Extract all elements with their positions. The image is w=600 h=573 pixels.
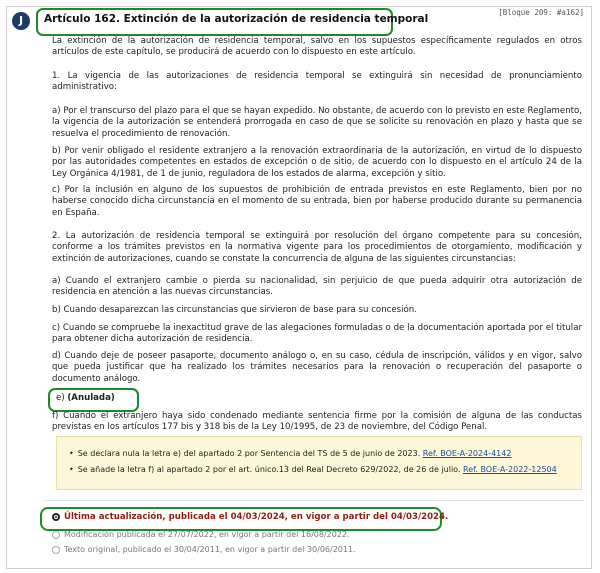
version-option-latest[interactable] — [52, 512, 448, 522]
divider — [44, 500, 584, 501]
version-label: Texto original, publicado el 30/04/2011, en vigor a partir del 30/06/2011. — [64, 545, 356, 554]
anulada-prefix: e) — [56, 393, 68, 403]
version-option-original[interactable] — [52, 545, 356, 554]
paragraph-2d: d) Cuando deje de poseer pasaporte, documento análogo o, en su caso, cédula de inscripción, válidos y en vigor, salvo que pueda justificar que ha realizado los trámites necesarios para la renovación o recuperación del pasaporte o documento análogo. — [52, 351, 582, 384]
paragraph-2e — [56, 393, 115, 403]
notes-box — [56, 436, 582, 490]
note-text: Se añade la letra f) al apartado 2 por el art. único.13 del Real Decreto 629/2022, de 26 de julio. — [77, 465, 463, 474]
anulada-label: (Anulada) — [67, 393, 115, 403]
paragraph-2: 2. La autorización de residencia temporal se extinguirá por resolución del órgano competente para su concesión, conforme a los trámites previstos en la normativa vigente para los procedimientos de otorgamiento, modificación y extinción de autorizaciones, cuando se constate la concurrencia de alguna de las siguientes circunstancias: — [52, 231, 582, 264]
note-link[interactable]: Ref. BOE-A-2022-12504 — [463, 465, 557, 474]
radio-selected-icon[interactable] — [52, 513, 60, 521]
bullet-icon: • — [69, 449, 74, 458]
paragraph-2a: a) Cuando el extranjero cambie o pierda su nacionalidad, sin perjuicio de que pueda adquirir otra autorización de residencia en atención a las nuevas circunstancias. — [52, 276, 582, 298]
radio-icon[interactable] — [52, 531, 60, 539]
paragraph-2f: f) Cuando el extranjero haya sido condenado mediante sentencia firme por la comisión de alguna de las conductas previstas en los artículos 177 bis y 318 bis de la Ley 10/1995, de 23 de noviembre, del Código Penal. — [52, 411, 582, 433]
paragraph-1: 1. La vigencia de las autorizaciones de residencia temporal se extinguirá sin necesidad de pronunciamiento administrativo: — [52, 71, 582, 93]
paragraph-2b: b) Cuando desaparezcan las circunstancias que sirvieron de base para su concesión. — [52, 305, 417, 315]
note-item — [69, 465, 574, 475]
note-item — [69, 449, 574, 459]
version-label: Modificación publicada el 27/07/2022, en vigor a partir del 16/08/2022. — [64, 530, 350, 539]
version-option-2022[interactable] — [52, 530, 350, 539]
paragraph-1c: c) Por la inclusión en alguno de los supuestos de prohibición de entrada previstos en este Reglamento, bien por no haberse conocido dicha circunstancia en el momento de su entrada, bien por haberse producido durante su permanencia en España. — [52, 185, 582, 218]
article-title: Artículo 162. Extinción de la autorización de residencia temporal — [44, 13, 429, 25]
note-link[interactable]: Ref. BOE-A-2024-4142 — [422, 449, 512, 458]
block-reference[interactable]: [Bloque 209: #a162] — [498, 8, 584, 17]
paragraph-1b: b) Por venir obligado el residente extranjero a la renovación extraordinaria de la autorización, en virtud de lo dispuesto por las autoridades competentes en estados de excepción o de sitio, de acuerdo con lo dispuesto en el artículo 24 de la Ley Orgánica 4/1981, de 1 de junio, reguladora de los estados de alarma, excepción y sitio. — [52, 146, 582, 179]
bullet-icon: • — [69, 465, 74, 474]
intro-paragraph: La extinción de la autorización de residencia temporal, salvo en los supuestos específicamente regulados en otros artículos de este capítulo, se producirá de acuerdo con lo dispuesto en este artículo. — [52, 36, 582, 58]
section-badge: J — [12, 12, 30, 30]
radio-icon[interactable] — [52, 546, 60, 554]
paragraph-2c: c) Cuando se compruebe la inexactitud grave de las alegaciones formuladas o de la documentación aportada por el titular para obtener dicha autorización de residencia. — [52, 323, 582, 345]
version-label: Última actualización, publicada el 04/03/2024, en vigor a partir del 04/03/2024. — [64, 512, 449, 522]
paragraph-1a: a) Por el transcurso del plazo para el que se hayan expedido. No obstante, de acuerdo con lo previsto en este Reglamento, la vigencia de la autorización se entenderá prorrogada en caso de que se solicite su renovación en plazo y hasta que se resuelva el procedimiento de renovación. — [52, 106, 582, 139]
note-text: Se declara nula la letra e) del apartado 2 por Sentencia del TS de 5 de junio de 2023. — [77, 449, 423, 458]
